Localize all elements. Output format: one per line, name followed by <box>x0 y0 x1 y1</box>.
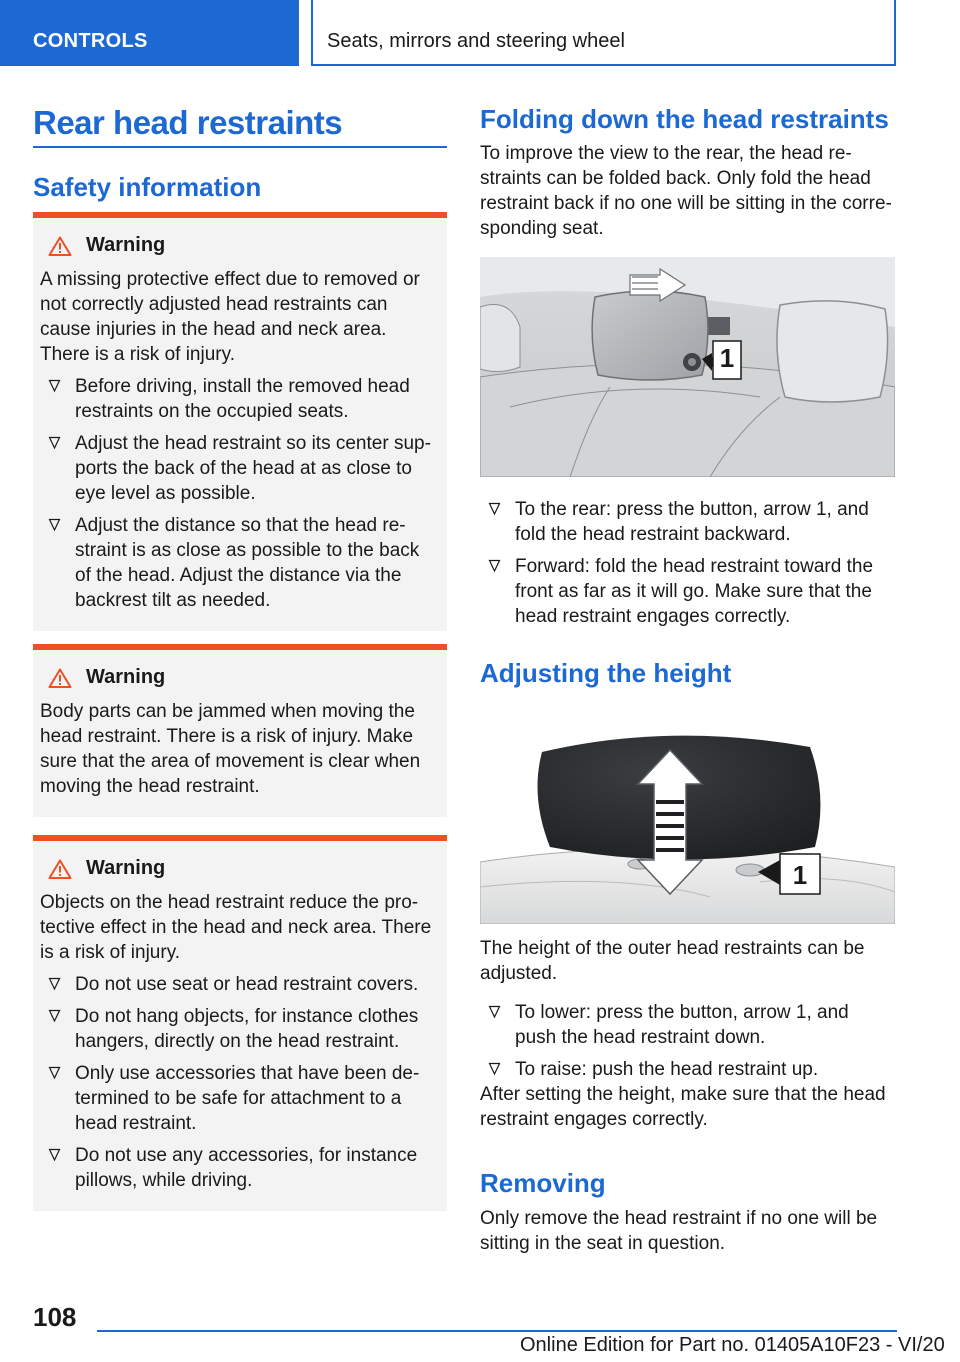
list-item-text: To raise: push the head restraint up. <box>515 1059 819 1080</box>
figure-callout-number: 1 <box>792 860 808 890</box>
list-item-text: Adjust the head restraint so its center sup-ports the back of the head at as close to eye level as possible. <box>75 433 431 504</box>
edition-note: Online Edition for Part no. 01405A10F23 - VI/20 <box>520 1334 945 1356</box>
warning-triangle-icon <box>48 668 72 688</box>
list-item-text: Do not use any accessories, for instance pillows, while driving. <box>75 1145 418 1191</box>
triangle-bullet-icon <box>48 1066 61 1080</box>
page-title: Rear head restraints <box>33 104 343 141</box>
list-item <box>40 431 439 506</box>
chapter-header <box>311 0 896 66</box>
list-item <box>480 497 895 547</box>
section-tab <box>0 0 299 66</box>
list-item-text: Before driving, install the removed head restraints on the occupied seats. <box>75 376 410 422</box>
list-item-text: Do not use seat or head restraint covers. <box>75 974 419 995</box>
warning-triangle-icon <box>48 236 72 256</box>
warning-list <box>40 972 439 1193</box>
removing-heading: Removing <box>480 1168 606 1198</box>
list-item <box>480 1000 895 1050</box>
list-item <box>40 1061 439 1136</box>
triangle-bullet-icon <box>48 379 61 393</box>
list-item-text: Only use accessories that have been de-termined to be safe for attachment to a head restraint. <box>75 1063 420 1134</box>
triangle-bullet-icon <box>48 977 61 991</box>
warning-text: A missing protective effect due to removed or not correctly adjusted head restraints can cause injuries in the head and neck area. There is a risk of injury. <box>40 269 420 365</box>
list-item-text: Forward: fold the head restraint toward the front as far as it will go. Make sure that the head restraint engages correctly. <box>515 556 874 627</box>
warning-label: Warning <box>86 857 166 879</box>
triangle-bullet-icon <box>488 1005 501 1019</box>
folding-list <box>480 497 895 629</box>
list-item <box>40 374 439 424</box>
triangle-bullet-icon <box>48 436 61 450</box>
triangle-bullet-icon <box>488 1062 501 1076</box>
triangle-bullet-icon <box>488 559 501 573</box>
height-figure <box>480 722 895 924</box>
list-item <box>40 513 439 613</box>
warning-box-2 <box>33 644 447 817</box>
warning-label: Warning <box>86 666 166 688</box>
safety-heading: Safety information <box>33 172 262 202</box>
list-item-text: To lower: press the button, arrow 1, and push the head restraint down. <box>515 1002 849 1048</box>
triangle-bullet-icon <box>48 1148 61 1162</box>
warning-box-3 <box>33 835 447 1211</box>
head-restraint-height-illustration <box>480 722 895 924</box>
triangle-bullet-icon <box>48 518 61 532</box>
list-item <box>480 554 895 629</box>
warning-label: Warning <box>86 234 166 256</box>
height-after-text: After setting the height, make sure that the head restraint engages correctly. <box>480 1084 886 1130</box>
list-item <box>480 1057 895 1082</box>
rear-seat-illustration <box>480 257 895 477</box>
folding-heading: Folding down the head restraints <box>480 104 889 134</box>
list-item-text: To the rear: press the button, arrow 1, and fold the head restraint backward. <box>515 499 869 545</box>
folding-figure <box>480 257 895 477</box>
list-item <box>40 972 439 997</box>
figure-callout-number: 1 <box>719 343 735 373</box>
list-item <box>40 1004 439 1054</box>
chapter-title: Seats, mirrors and steering wheel <box>327 30 625 52</box>
title-rule <box>33 146 447 148</box>
triangle-bullet-icon <box>488 502 501 516</box>
footer-rule <box>97 1330 897 1332</box>
page-number: 108 <box>33 1302 77 1332</box>
height-heading: Adjusting the height <box>480 658 732 688</box>
height-intro: The height of the outer head restraints can be adjusted. <box>480 938 865 984</box>
warning-box-1 <box>33 212 447 631</box>
warning-triangle-icon <box>48 859 72 879</box>
list-item-text: Do not hang objects, for instance clothes hangers, directly on the head restraint. <box>75 1006 419 1052</box>
height-list <box>480 1000 895 1082</box>
triangle-bullet-icon <box>48 1009 61 1023</box>
warning-text: Objects on the head restraint reduce the pro-tective effect in the head and neck area. There is a risk of injury. <box>40 892 432 963</box>
warning-list <box>40 374 439 613</box>
removing-text: Only remove the head restraint if no one will be sitting in the seat in question. <box>480 1208 878 1254</box>
section-label: CONTROLS <box>33 30 148 52</box>
list-item-text: Adjust the distance so that the head re-straint is as close as possible to the back of the head. Adjust the distance via the backrest tilt as needed. <box>75 515 420 611</box>
list-item <box>40 1143 439 1193</box>
warning-text: Body parts can be jammed when moving the head restraint. There is a risk of injury. Make sure that the area of movement is clear when moving the head restraint. <box>40 701 421 797</box>
folding-intro: To improve the view to the rear, the head re-straints can be folded back. Only fold the head restraint back if no one will be sitting in the corre-sponding seat. <box>480 143 892 239</box>
